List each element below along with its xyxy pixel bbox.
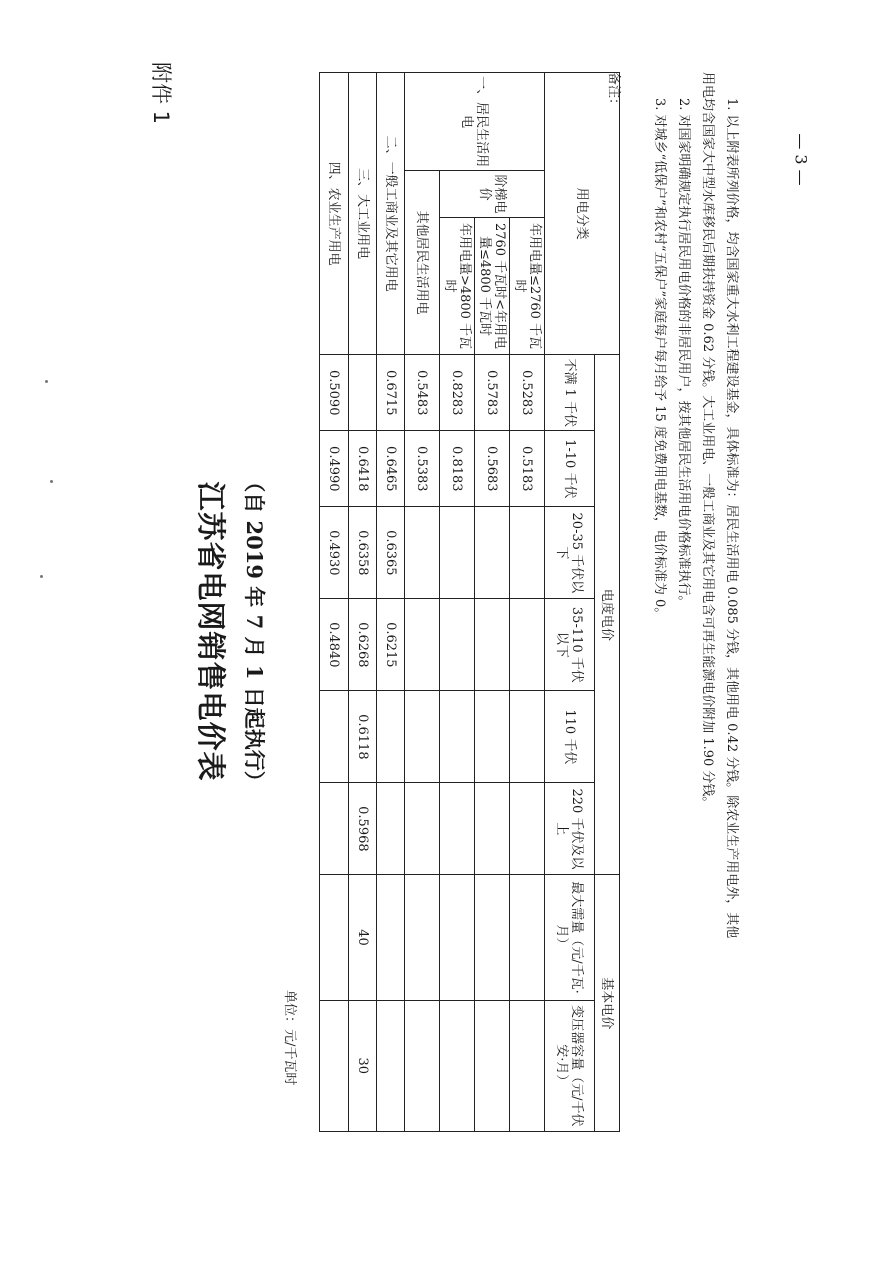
tiered-label: 阶梯电价	[440, 171, 545, 218]
table-cell	[377, 691, 405, 783]
table-cell	[377, 1000, 405, 1131]
voltage-level: 35-110 千伏以下	[545, 599, 595, 691]
table-cell	[320, 691, 349, 783]
table-cell: 40	[349, 875, 377, 1000]
table-cell: 0.5783	[475, 355, 510, 431]
voltage-level: 20-35 千伏以下	[545, 507, 595, 599]
annex-label: 附件 1	[149, 62, 173, 125]
table-cell: 0.5283	[510, 355, 545, 431]
table-cell	[320, 1000, 349, 1131]
note-1b: 用电均含国家大中型水库移民后期扶持资金 0.62 分钱。大工业用电、一般工商业及其它用电含可再生能源电价附加 1.90 分钱。	[700, 72, 715, 810]
table-cell: 0.6418	[349, 431, 377, 507]
header-energy-price: 电度电价	[595, 355, 620, 875]
table-cell: 0.4930	[320, 507, 349, 599]
table-cell: 0.5183	[510, 431, 545, 507]
table-cell: 0.6358	[349, 507, 377, 599]
table-cell: 0.6215	[377, 599, 405, 691]
table-cell: 0.8183	[440, 431, 475, 507]
other-residential-label: 其他居民生活用电	[405, 171, 440, 355]
scan-speck	[40, 575, 43, 578]
tier-label: 年用电量≤2760 千瓦时	[510, 217, 545, 354]
header-transformer-capacity: 变压器容量（元/千伏安·月）	[545, 1000, 595, 1131]
table-cell: 0.6465	[377, 431, 405, 507]
page-subtitle: （自 2019 年 7 月 1 日起执行）	[242, 471, 267, 792]
table-cell: 0.8283	[440, 355, 475, 431]
table-cell: 0.5090	[320, 355, 349, 431]
table-cell: 0.5483	[405, 355, 440, 431]
row-label: 三、大工业用电	[349, 73, 377, 355]
price-table	[319, 72, 620, 1132]
table-cell: 0.6118	[349, 691, 377, 783]
page-title: 江苏省电网销售电价表	[194, 481, 228, 782]
row-label: 二、一般工商业及其它用电	[377, 73, 405, 355]
note-1a: 1. 以上附表所列价格，均含国家重大水利工程建设基金，具体标准为：居民生活用电 0.085 分钱，其他用电 0.42 分钱。除农业生产用电外，其他	[724, 98, 739, 939]
table-cell	[377, 875, 405, 1000]
table-cell: 0.6268	[349, 599, 377, 691]
table-cell: 0.5968	[349, 783, 377, 875]
voltage-level: 不满 1 千伏	[545, 355, 595, 431]
table-cell	[320, 875, 349, 1000]
note-3: 3. 对城乡“低保户”和农村“五保户”家庭每户每月给予 15 度免费用电基数，电价标准为 0。	[652, 98, 667, 621]
table-cell: 0.4990	[320, 431, 349, 507]
voltage-level: 220 千伏及以上	[545, 783, 595, 875]
table-cell: 0.5383	[405, 431, 440, 507]
voltage-level: 1-10 千伏	[545, 431, 595, 507]
table-cell: 0.4840	[320, 599, 349, 691]
unit-label: 单位：元/千瓦时	[282, 990, 297, 1086]
table-cell	[320, 783, 349, 875]
header-max-demand: 最大需量（元/千瓦·月）	[545, 875, 595, 1000]
table-cell: 0.5683	[475, 431, 510, 507]
header-basic-price: 基本电价	[595, 875, 620, 1132]
note-2: 2. 对国家明确规定执行居民用电价格的非居民用户，按其他居民生活用电价格标准执行。	[676, 98, 691, 609]
tier-label: 2760 千瓦时<年用电量≤4800 千瓦时	[475, 217, 510, 354]
voltage-level: 110 千伏	[545, 691, 595, 783]
residential-label: 一、居民生活用电	[405, 73, 545, 171]
row-label: 四、农业生产用电	[320, 73, 349, 355]
table-cell: 0.6365	[377, 507, 405, 599]
scan-speck	[45, 380, 48, 383]
notes-heading: 备注：	[606, 72, 621, 112]
table-cell: 30	[349, 1000, 377, 1131]
scan-speck	[50, 480, 53, 483]
table-cell	[349, 355, 377, 431]
header-category: 用电分类	[545, 73, 620, 355]
page-number: — 3 —	[791, 133, 811, 186]
table-cell: 0.6715	[377, 355, 405, 431]
table-cell	[377, 783, 405, 875]
tier-label: 年用电量>4800 千瓦时	[440, 217, 475, 354]
